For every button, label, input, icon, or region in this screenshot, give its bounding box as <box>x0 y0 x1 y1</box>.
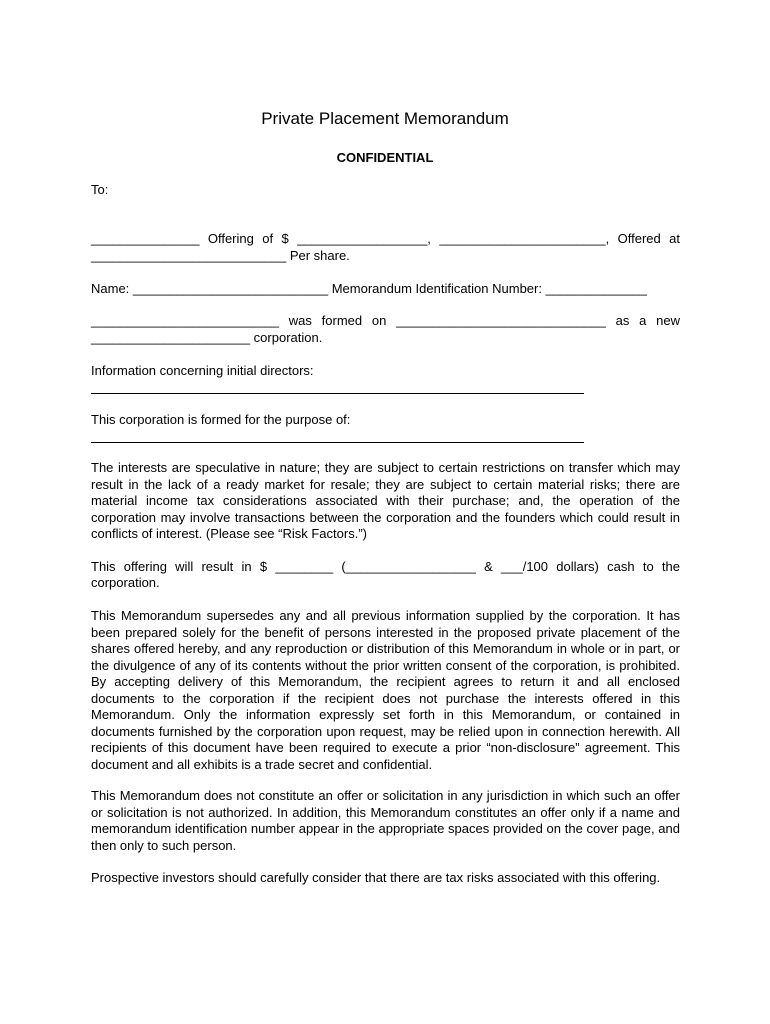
to-label: To: <box>91 182 109 197</box>
offering-line-1: _______________ Offering of $ __________________, _______________________, Offered at <box>91 231 680 246</box>
offer-paragraph: This Memorandum does not constitute an offer or solicitation in any jurisdiction in which such an offer or solicitation is not authorized. In addition, this Memorandum constitutes an offer only if a name and memorandum identification number appear in the appropriate spaces provided on the cover page, and then only to such person. <box>91 788 680 853</box>
supersedes-paragraph: This Memorandum supersedes any and all previous information supplied by the corporation. It has been prepared solely for the benefit of persons interested in the proposed private placement of the shares offered hereby, and any reproduction or distribution of this Memorandum in whole or in part, or the divulgence of any of its contents without the prior written consent of the corporation, is prohibited. By accepting delivery of this Memorandum, the recipient agrees to return it and all enclosed documents to the corporation if the recipient does not purchase the interests offered in this Memorandum. Only the information expressly set forth in this Memorandum, or contained in documents furnished by the corporation upon request, may be relied upon in connection herewith. All recipients of this document have been required to execute a prior “non-disclosure” agreement. This document and all exhibits is a trade secret and confidential. <box>91 608 680 772</box>
tax-paragraph: Prospective investors should carefully consider that there are tax risks associated with this offering. <box>91 870 661 885</box>
offering-result-line-2: corporation. <box>91 575 160 590</box>
name-line: Name: ___________________________ Memorandum Identification Number: ______________ <box>91 281 647 296</box>
offering-line-2: ___________________________ Per share. <box>91 248 350 263</box>
purpose-label: This corporation is formed for the purpose of: <box>91 412 351 427</box>
formed-line-2: ______________________ corporation. <box>91 330 323 345</box>
purpose-blank-line <box>91 442 584 443</box>
formed-line-1: __________________________ was formed on _____________________________ as a new <box>91 313 680 328</box>
directors-label: Information concerning initial directors: <box>91 363 314 378</box>
document-title: Private Placement Memorandum <box>261 109 509 128</box>
offering-result-line-1: This offering will result in $ ________ (__________________ & ___/100 dollars) cash to the <box>91 559 680 574</box>
confidential-label: CONFIDENTIAL <box>336 150 434 165</box>
directors-blank-line <box>91 393 584 394</box>
interests-paragraph: The interests are speculative in nature; they are subject to certain restrictions on transfer which may result in the lack of a ready market for resale; they are subject to certain material risks; there are material income tax considerations associated with their purchase; and, the operation of the corporation may involve transactions between the corporation and the founders which could result in conflicts of interest. (Please see “Risk Factors.”) <box>91 460 680 541</box>
